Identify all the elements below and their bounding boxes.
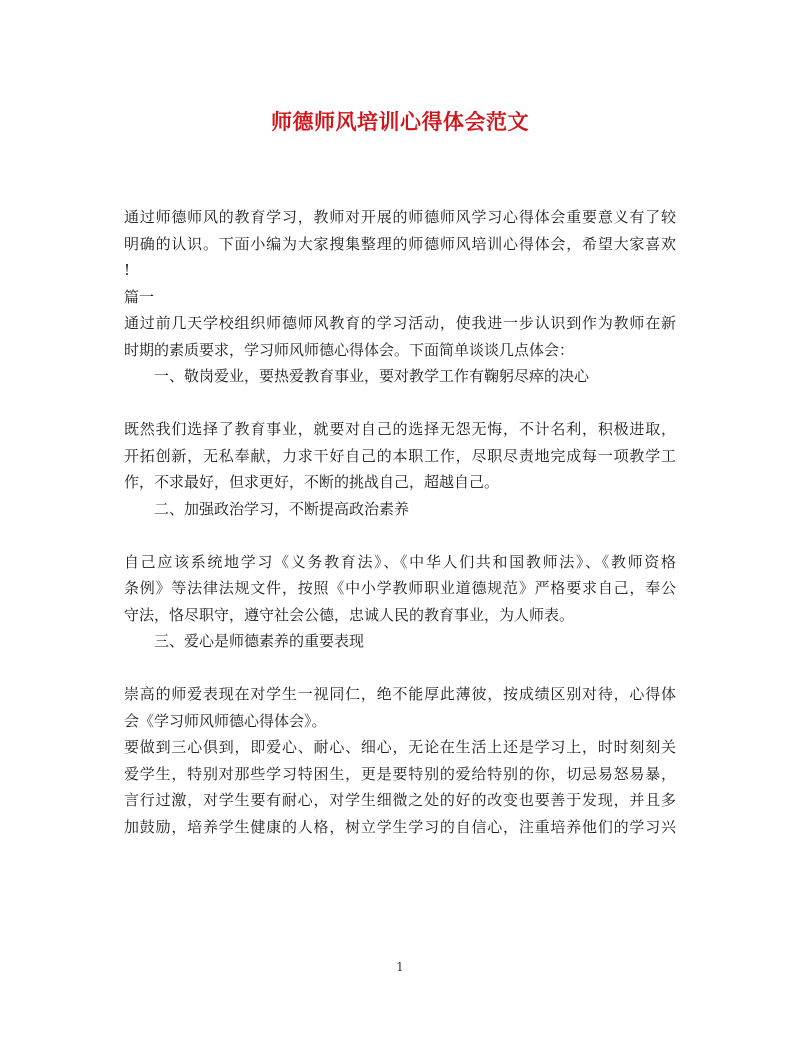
blank-line	[124, 390, 676, 417]
blank-line	[124, 522, 676, 549]
paragraph-line: 要做到三心俱到，即爱心、耐心、细心，无论在生活上还是学习上，时时刻刻关	[124, 738, 676, 756]
section-heading: 二、加强政治学习，不断提高政治素养	[154, 499, 410, 518]
paragraph-line: 作，不求最好，但求更好，不断的挑战自己，超越自己。	[124, 473, 500, 491]
paragraph-line: 崇高的师爱表现在对学生一视同仁，绝不能厚此薄彼，按成绩区别对待，心得体	[124, 685, 676, 703]
paragraph-line: 自己应该系统地学习《义务教育法》、《中华人们共和国教师法》、《教师资格	[124, 552, 676, 571]
paragraph-line: 爱学生，特别对那些学习特困生，更是要特别的爱给特别的你，切忌易怒易暴，	[124, 764, 676, 783]
paragraph-line: 言行过激，对学生要有耐心，对学生细微之处的好的改变也要善于发现，并且多	[124, 791, 676, 809]
paragraph-line: 明确的认识。下面小编为大家搜集整理的师德师风培训心得体会，希望大家喜欢	[124, 234, 676, 253]
paragraph-line: 既然我们选择了教育事业，就要对自己的选择无怨无悔，不计名利，积极进取，	[124, 420, 676, 438]
document-title: 师德师风培训心得体会范文	[271, 109, 529, 134]
paragraph-line: !	[124, 261, 131, 279]
paragraph-line: 通过师德师风的教育学习，教师对开展的师德师风学习心得体会重要意义有了较	[124, 208, 676, 226]
paragraph-line: 加鼓励，培养学生健康的人格，树立学生学习的自信心，注重培养他们的学习兴	[124, 817, 676, 836]
paragraph-line: 通过前几天学校组织师德师风教育的学习活动，使我进一步认识到作为教师在新	[124, 314, 676, 332]
blank-line	[124, 655, 676, 682]
paragraph-line: 会《学习师风师德心得体会》。	[124, 711, 327, 730]
paragraph-line: 开拓创新，无私奉献，力求干好自己的本职工作，尽职尽责地完成每一项教学工	[124, 446, 676, 465]
section-label: 篇一	[124, 287, 155, 306]
paragraph-line: 时期的素质要求，学习师风师德心得体会。下面简单谈谈几点体会：	[124, 340, 575, 359]
page-number: 1	[396, 960, 404, 974]
section-heading: 三、爱心是师德素养的重要表现	[154, 632, 365, 650]
section-heading: 一、敬岗爱业，要热爱教育事业，要对教学工作有鞠躬尽瘁的决心	[154, 367, 590, 385]
paragraph-line: 守法，恪尽职守，遵守社会公德，忠诚人民的教育事业，为人师表。	[124, 605, 575, 624]
paragraph-line: 条例》等法律法规文件，按照《中小学教师职业道德规范》严格要求自己，奉公	[124, 579, 676, 597]
document-body	[124, 204, 676, 840]
